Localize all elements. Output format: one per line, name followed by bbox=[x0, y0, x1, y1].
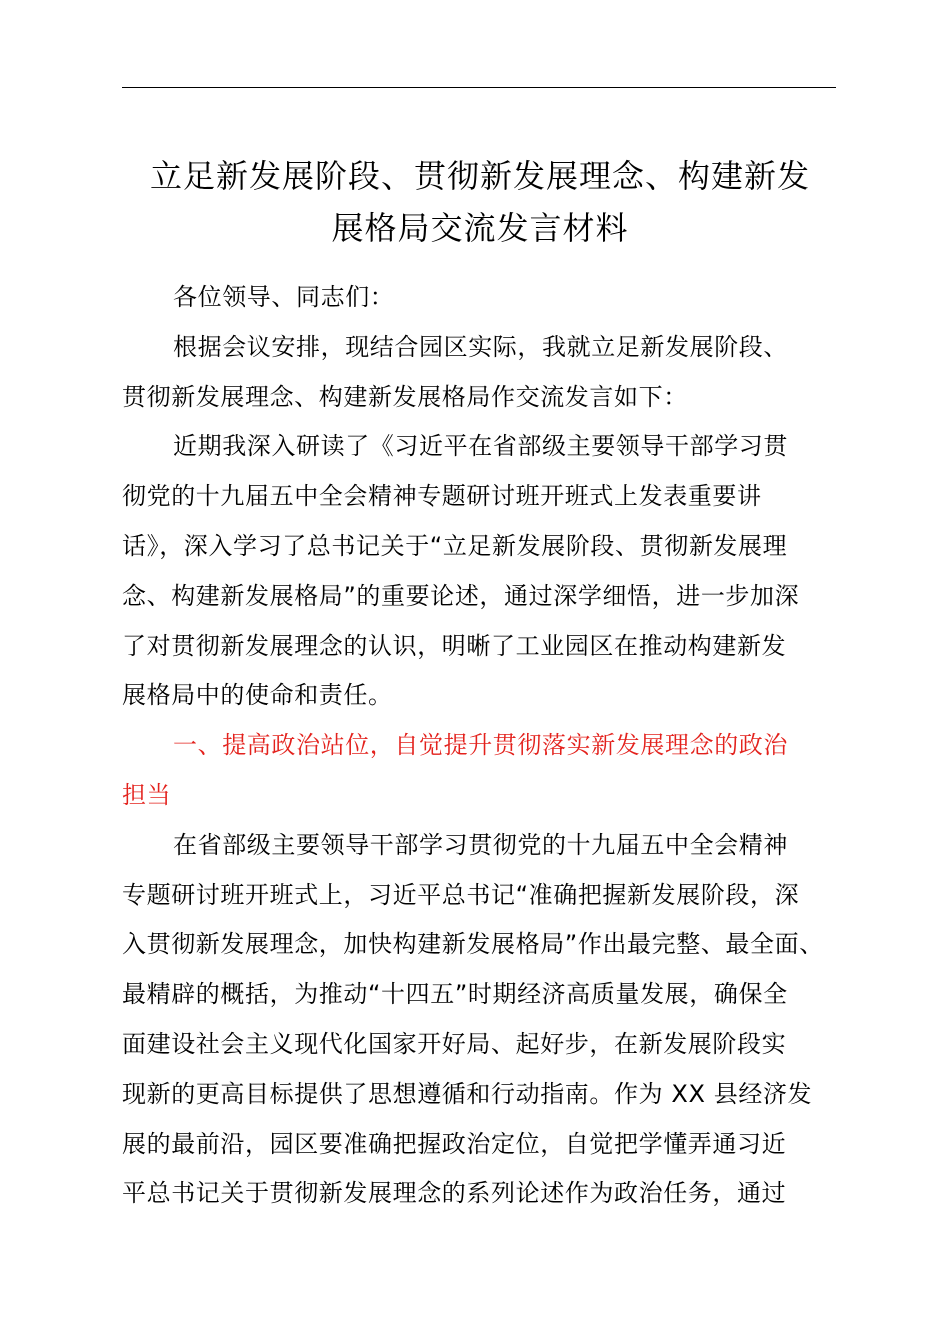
paragraph-line: 平总书记关于贯彻新发展理念的系列论述作为政治任务，通过 bbox=[122, 1179, 787, 1208]
paragraph-line: 面建设社会主义现代化国家开好局、起好步，在新发展阶段实 bbox=[122, 1029, 787, 1058]
paragraph-line: 展的最前沿，园区要准确把握政治定位，自觉把学懂弄通习近 bbox=[122, 1129, 787, 1158]
paragraph-line: 专题研讨班开班式上，习近平总书记“准确把握新发展阶段，深 bbox=[122, 880, 800, 909]
paragraph-line: 近期我深入研读了《习近平在省部级主要领导干部学习贯 bbox=[173, 432, 788, 461]
title-line: 立足新发展阶段、贯彻新发展理念、构建新发 bbox=[149, 157, 810, 195]
section-heading-line: 担当 bbox=[122, 780, 172, 809]
intro-line: 贯彻新发展理念、构建新发展格局作交流发言如下： bbox=[122, 382, 688, 411]
title-line: 展格局交流发言材料 bbox=[331, 209, 629, 247]
paragraph-line: 展格局中的使命和责任。 bbox=[122, 681, 393, 710]
section-heading-line: 一、提高政治站位，自觉提升贯彻落实新发展理念的政治 bbox=[173, 731, 788, 760]
document-body bbox=[122, 273, 838, 1219]
salutation: 各位领导、同志们： bbox=[173, 283, 395, 311]
intro-line: 根据会议安排，现结合园区实际，我就立足新发展阶段、 bbox=[173, 332, 788, 361]
header-rule bbox=[122, 87, 836, 88]
paragraph-line: 最精辟的概括，为推动“十四五”时期经济高质量发展，确保全 bbox=[122, 980, 788, 1009]
paragraph-line: 现新的更高目标提供了思想遵循和行动指南。作为 XX 县经济发 bbox=[122, 1079, 813, 1108]
paragraph-line: 彻党的十九届五中全会精神专题研讨班开班式上发表重要讲 bbox=[122, 482, 762, 511]
paragraph-line: 念、构建新发展格局”的重要论述，通过深学细悟，进一步加深 bbox=[122, 581, 800, 610]
paragraph-line: 了对贯彻新发展理念的认识，明晰了工业园区在推动构建新发 bbox=[122, 631, 787, 660]
paragraph-line: 话》，深入学习了总书记关于“立足新发展阶段、贯彻新发展理 bbox=[122, 531, 788, 560]
paragraph-line: 在省部级主要领导干部学习贯彻党的十九届五中全会精神 bbox=[173, 830, 788, 859]
document-title bbox=[110, 150, 850, 254]
paragraph-line: 入贯彻新发展理念，加快构建新发展格局”作出最完整、最全面、 bbox=[122, 930, 824, 959]
